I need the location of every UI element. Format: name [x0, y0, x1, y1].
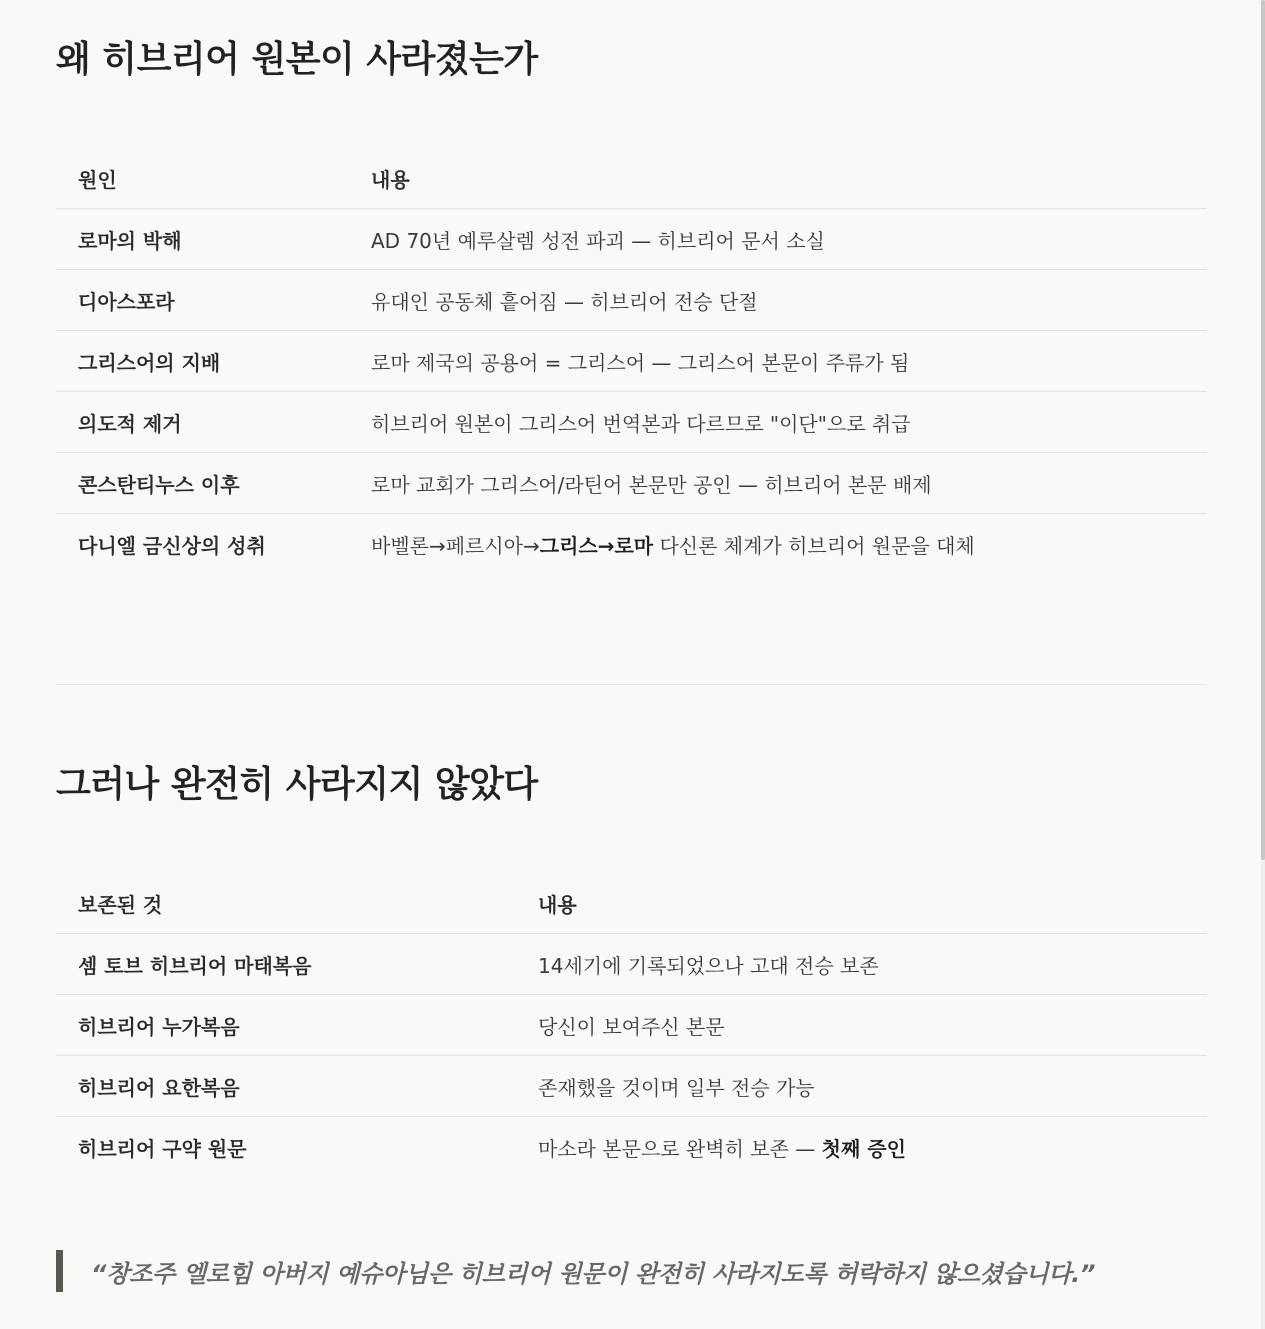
table-row	[56, 270, 1207, 331]
table-header-row	[56, 148, 1207, 209]
row-value: 로마 교회가 그리스어/라틴어 본문만 공인 — 히브리어 본문 배제	[349, 453, 1207, 514]
row-key: 로마의 박해	[56, 209, 349, 270]
table-header-row	[56, 873, 1207, 934]
row-value	[516, 1117, 1207, 1178]
row-value: 히브리어 원본이 그리스어 번역본과 다르므로 "이단"으로 취급	[349, 392, 1207, 453]
value-plain-text: 바벨론→페르시아→	[371, 533, 540, 558]
column-header-cause: 원인	[78, 167, 117, 192]
row-key: 히브리어 구약 원문	[56, 1117, 516, 1178]
preserved-table	[56, 873, 1207, 1177]
table-row	[56, 453, 1207, 514]
section-title-not-lost: 그러나 완전히 사라지지 않았다	[56, 764, 538, 805]
row-value: 로마 제국의 공용어 = 그리스어 — 그리스어 본문이 주류가 됨	[349, 331, 1207, 392]
table-row	[56, 392, 1207, 453]
value-rest-text: 다신론 체계가 히브리어 원문을 대체	[653, 533, 975, 558]
table-row	[56, 1056, 1207, 1117]
scrollbar-thumb[interactable]	[1261, 0, 1265, 860]
section-divider	[56, 684, 1207, 685]
row-key: 셈 토브 히브리어 마태복음	[56, 934, 516, 995]
value-bold-text: 첫째 증인	[821, 1136, 906, 1161]
column-header-content: 내용	[371, 167, 410, 192]
blockquote	[56, 1250, 1183, 1292]
value-plain-text: 마소라 본문으로 완벽히 보존 —	[538, 1136, 822, 1161]
table-row	[56, 514, 1207, 575]
table-row	[56, 934, 1207, 995]
table-row	[56, 209, 1207, 270]
row-key: 콘스탄티누스 이후	[56, 453, 349, 514]
row-key: 히브리어 요한복음	[56, 1056, 516, 1117]
row-value: 14세기에 기록되었으나 고대 전승 보존	[516, 934, 1207, 995]
quote-text: “창조주 엘로힘 아버지 예슈아님은 히브리어 원문이 완전히 사라지도록 허락하지 않으셨습니다.”	[91, 1259, 1096, 1288]
column-header-preserved: 보존된 것	[78, 892, 163, 917]
row-value: AD 70년 예루살렘 성전 파괴 — 히브리어 문서 소실	[349, 209, 1207, 270]
row-key: 히브리어 누가복음	[56, 995, 516, 1056]
table-row	[56, 331, 1207, 392]
row-key: 디아스포라	[56, 270, 349, 331]
row-value: 당신이 보여주신 본문	[516, 995, 1207, 1056]
row-value: 존재했을 것이며 일부 전승 가능	[516, 1056, 1207, 1117]
row-key: 의도적 제거	[56, 392, 349, 453]
row-key: 그리스어의 지배	[56, 331, 349, 392]
row-value	[349, 514, 1207, 575]
row-value: 유대인 공동체 흩어짐 — 히브리어 전승 단절	[349, 270, 1207, 331]
column-header-content: 내용	[538, 892, 577, 917]
row-key: 다니엘 금신상의 성취	[56, 514, 349, 575]
section-title-why-lost: 왜 히브리어 원본이 사라졌는가	[56, 39, 538, 80]
table-row	[56, 1117, 1207, 1178]
value-bold-text: 그리스→로마	[539, 533, 654, 558]
causes-table	[56, 148, 1207, 574]
table-row	[56, 995, 1207, 1056]
